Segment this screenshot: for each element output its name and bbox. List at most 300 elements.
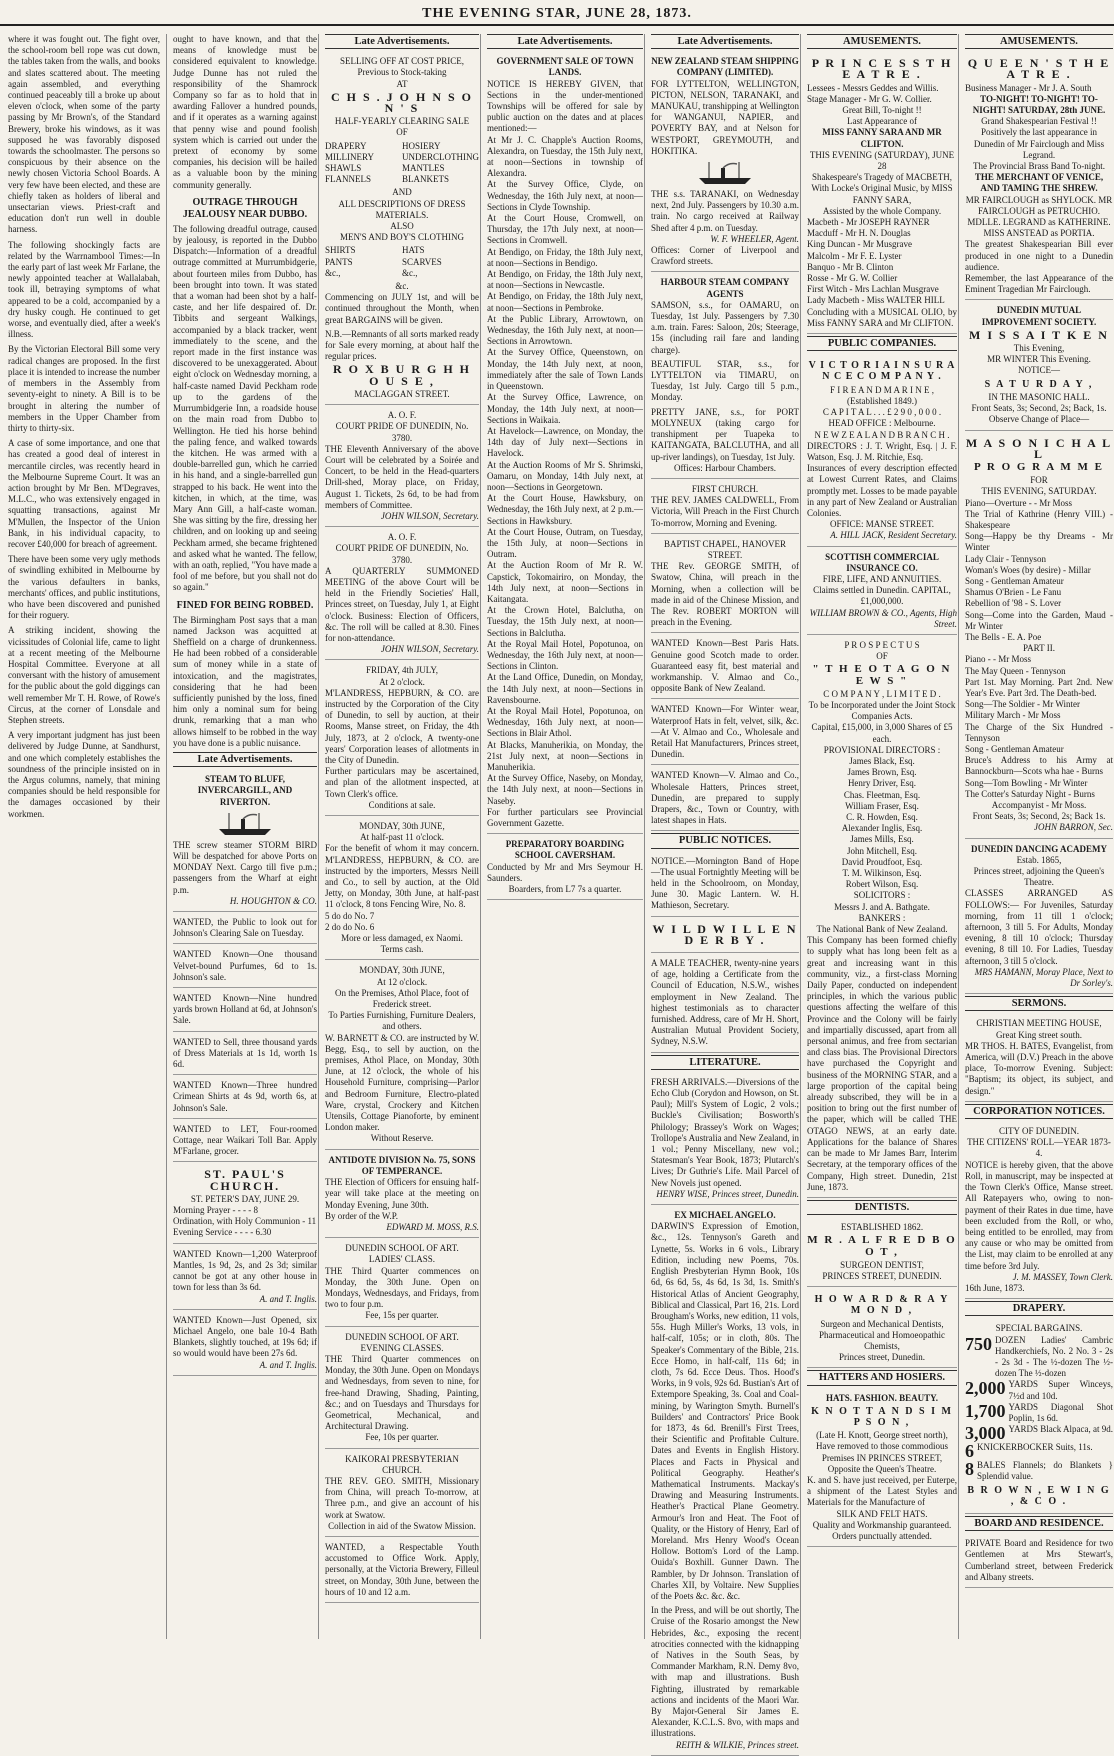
advert-text: NOTICE— [1018, 365, 1060, 376]
advert-body: WANTED, the Public to look out for Johnson's Clearing Sale on Tuesday. [173, 917, 317, 939]
bargain-row [965, 1442, 1113, 1460]
advert-subtitle: FIRE, LIFE, AND ANNUITIES. [822, 573, 942, 584]
column-2 [166, 34, 317, 1639]
advert-text: PROVISIONAL DIRECTORS : [823, 744, 941, 755]
sale-item: At the Royal Mail Hotel, Popotunoa, on Wednesday, the 16th July next, at noon—Sections in Clinton. [487, 638, 643, 672]
advert-subtitle: Previous to Stock-taking [357, 67, 447, 78]
programme-item: The Charge of the Six Hundred - Tennyson [965, 721, 1113, 743]
article-headline: FINED FOR BEING ROBBED. [176, 599, 314, 611]
advert-text: BANKERS : [858, 912, 906, 923]
programme-item: Piano—Overture - - Mr Moss [965, 497, 1072, 508]
advert-title: BAPTIST CHAPEL, HANOVER STREET. [663, 538, 787, 560]
advert-title: EX MICHAEL ANGELO. [674, 1210, 776, 1221]
advert-note: More or less damaged, ex Naomi. [341, 933, 463, 944]
column-6 [800, 34, 957, 1639]
advert-text: F I R E A N D M A R I N E , [829, 384, 934, 395]
advert-body: Remember, the last Appearance of the Eminent Tragedian Mr Fairclough. [965, 273, 1113, 295]
article-paragraph: ought to have known, and that the means of knowledge must be considered equivalent to knowledge. Judge Dunne has not ruled the responsibility of the Shamrock Company so far as to hold that in awarding Fallover a hundred pounds, and if it operates as a warning against that penny wise and pound foolish system which is carried out under the pretext of economy by some companies, his decision will be hailed as a valuable boon by the mining community generally. [173, 34, 317, 190]
column-1 [8, 34, 160, 1639]
director-name: James Mills, Esq. [850, 834, 914, 845]
goods-item: &c., [325, 267, 341, 278]
advert-wanted [651, 767, 799, 831]
public-notice [651, 853, 799, 917]
advert-wanted [325, 1539, 479, 1603]
advert-text: To be Incorporated under the Joint Stock Companies Acts. [808, 699, 956, 722]
advert-aof [325, 407, 479, 527]
advert-note: Collection in aid of the Swatow Mission. [328, 1520, 476, 1531]
programme-item: Part 1st. May Morning. Part 2nd. New Year's Eve. Part 3rd. The Death-bed. [965, 676, 1113, 698]
advert-school-of-art [325, 1240, 479, 1326]
advert-address: PRINCES STREET, DUNEDIN. [822, 1270, 942, 1281]
director-name: John Mitchell, Esq. [847, 845, 917, 856]
advert-body: The greatest Shakespearian Bill ever produced in one night to a Dunedin audience. [965, 239, 1113, 272]
programme-item: Song - Gentleman Amateur [965, 743, 1064, 754]
service-time: Evening Service - - - - 6.30 [173, 1227, 272, 1238]
advert-signature: W. F. WHEELER, Agent. [710, 233, 799, 244]
advert-text: S A T U R D A Y , [984, 378, 1094, 390]
advert-body: This Company has been formed chiefly to supply what has long been felt as a great and increasing want in this community, viz., a first-class Morning Daily Paper, conducted on independent principles, in which the various public questions affecting the welfare of this Province and the Colony will be fairly and impartially discussed, apart from all personal animus, and free from sectarian and class bias. The Provisional Directors have purchased the Copyright and business of the MORNING STAR, and a large proportion of the capital being already subscribed, they will be in a position to bring out the first number of the paper, which will be called THE OTAGO NEWS, at an early date. Applications for the balance of Shares can be made to Mr James Barr, Interim Secretary, at the temporary offices of the Company, High street. Dunedin, 21st June, 1873. [807, 935, 957, 1192]
section-heading: HATTERS AND HOSIERS. [807, 1370, 957, 1385]
advert-body: WANTED Known—Nine hundred yards brown Holland at 6d, at Johnson's Sale. [173, 993, 317, 1026]
advert-storm-bird [173, 771, 317, 912]
advert-note: Fee, 15s per quarter. [365, 1310, 439, 1321]
advert-text: OF [876, 651, 888, 662]
advert-title: NEW ZEALAND STEAM SHIPPING COMPANY (LIMITED). [651, 56, 799, 78]
sale-item: At the Survey Office, Clyde, on Wednesday, the 16th July next, at noon—Sections in Clyde Township. [487, 179, 643, 212]
masthead [0, 4, 1114, 26]
advert-first-church [651, 481, 799, 534]
advert-signature: JOHN BARRON, Sec. [1034, 822, 1113, 833]
advert-signature: HENRY WISE, Princes street, Dunedin. [656, 1188, 799, 1199]
sale-item: At the Royal Mail Hotel, Popotunoa, on Wednesday, 16th July next, at noon—Sections in Blair Athol. [487, 705, 643, 739]
advert-subtitle: Surgeon and Mechanical Dentists, [820, 1318, 944, 1329]
advert-text: TO-NIGHT! TO-NIGHT! TO-NIGHT! SATURDAY, 28th JUNE. [972, 93, 1106, 116]
advert-body: WANTED Known—V. Almao and Co., Wholesale Hatters, Princes street, Dunedin, are prepared to supply Drapers, &c., Town or Country, with latest shapes in Hats. [651, 770, 799, 826]
advert-body: THE screw steamer STORM BIRD Will be despatched for above Ports on MONDAY Next. Cargo till five p.m.; passengers from the Wharf at eight p.m. [173, 839, 317, 895]
advert-body: CLASSES ARRANGED AS FOLLOWS:— For Juveniles, Saturday morning, from 11 till 1 o'clock; afternoon, 3 till 5. For Adults, Monday evening, 8 till 10 o'clock; Thursday evening, 8 till 10. For Ladies, Tuesday afternoon, 3 till 5 o'clock. [965, 888, 1113, 966]
advert-body: THE Third Quarter commences on Monday, the 30th June. Open on Mondays and Wednesdays, from seven to nine, for free-hand Drawing, Shading, Painting, &c.; and on Tuesdays and Thursdays for Geometrical, Mechanical, and Architectural Drawing. [325, 1353, 479, 1432]
goods-item: BLANKETS [402, 174, 449, 185]
advert-text: On the Premises, Athol Place, foot of Frederick street. [335, 987, 469, 1010]
bargain-row [965, 1335, 1113, 1380]
sale-item: At Havelock—Lawrence, on Monday, the 14th day of July next—Sections in Havelock. [487, 425, 643, 459]
article-paragraph: The following shockingly facts are related by the Warrnambool Times:—In the early part of last week Mr Farlane, the newly appointed teacher at Wallalabah, took ill, betraying symptoms of what appeared to be a cold, accompanied by a dry husky cough. He continued to get worse, and eventually died, after a week's illness. [8, 239, 160, 340]
advert-body: PRIVATE Board and Residence for two Gentlemen at Mrs Stewart's, Cumberland street, between Frederick and Albany streets. [965, 1538, 1113, 1582]
advert-title: P R I N C E S S T H E A T R E . [811, 56, 953, 82]
advert-text: Accompanyist - Mr Moss. [991, 800, 1087, 810]
sale-item: At the Auction Room of Mr R. W. Capstick, Tokomairiro, on Monday, the 14th July next, at noon—Sections in Kaitangata. [487, 560, 643, 604]
advert-title: H O W A R D & R A Y M O N D , [814, 1294, 950, 1317]
advert-subtitle: SURGEON DENTIST, [840, 1259, 924, 1270]
advert-subtitle: COURT PRIDE OF DUNEDIN, No. 3780. [335, 543, 469, 565]
advert-board-residence [965, 1535, 1113, 1588]
advert-note: Conditions at sale. [368, 799, 436, 810]
advert-text: MATERIALS. [375, 209, 429, 220]
advert-mutual-improvement [965, 302, 1113, 430]
advert-auction [325, 818, 479, 960]
goods-grid [325, 141, 479, 186]
advert-body: For the benefit of whom it may concern. M'LANDRESS, HEPBURN, & CO. are instructed by the importers, Messrs Neill and Co., to sell by auction, at the Old Jetty, on Monday, 30th June, at half-past 11 o'clock, 8 tons Fencing Wire, No. 8. [325, 843, 479, 910]
advert-st-pauls [173, 1164, 317, 1243]
advert-masonic-hall [965, 433, 1113, 839]
advert-wanted [651, 635, 799, 699]
advert-text: SILK AND FELT HATS. [836, 1508, 928, 1519]
advert-body: THE s.s. TARANAKI, on Wednesday next, 2nd July. Passengers by 10.30 a.m. train. No cargo received at Railway Shed after 4 p.m. on Tuesday. [651, 189, 799, 233]
advert-text: HALF-YEARLY CLEARING SALE [334, 116, 470, 127]
advert-literature [651, 1074, 799, 1205]
advert-title: MONDAY, 30th JUNE, [359, 965, 445, 976]
sale-item: At the Court House, Hawksbury, on Wednesday, the 16th July next, at 2 p.m.—Sections in Hawksbury. [487, 493, 643, 526]
advert-title: MONDAY, 30th JUNE, [359, 821, 445, 831]
bargain-quantity: 750 [965, 1333, 992, 1354]
advert-special-bargains [965, 1320, 1113, 1514]
goods-item: SHAWLS [325, 163, 362, 174]
cast-row: Macduff - Mr H. N. Douglas [807, 228, 911, 239]
article-paragraph: By the Victorian Electoral Bill some very radical changes are proposed. In the first place it is intended to increase the number of members in the Assembly from seventy-eight to ninety. A Bill is to be brought in altering the number of members in the Upper Chamber from thirty to thirty-six. [8, 344, 160, 433]
advert-text: SOLICITORS : [853, 890, 911, 901]
advert-wanted [651, 701, 799, 765]
advert-name: R O X B U R G H H O U S E , [332, 362, 471, 388]
advert-wanted [173, 946, 317, 988]
advert-text: (Late H. Knott, George street north), [816, 1430, 948, 1441]
advert-title: STEAM TO BLUFF, INVERCARGILL, AND RIVERTON. [197, 774, 293, 807]
advert-text: PART II. [1023, 643, 1055, 654]
advert-text: MEN'S AND BOY'S CLOTHING [339, 232, 464, 243]
programme-item: Military March - Mr Moss [965, 710, 1061, 721]
advert-subtitle: THE CITIZENS' ROLL—YEAR 1873-4. [967, 1137, 1111, 1159]
advert-text: The National Bank of New Zealand. [816, 924, 948, 935]
article-paragraph: A striking incident, showing the vicissitudes of Colonial life, came to light at a recent meeting of the Melbourne Hospital Committee. Everyone at all conversant with the history of amusement for the public about the gold diggings can well remember Mr T. H. Rowe, of Rowe's Circus, at the corner of Lonsdale and Stephen streets. [8, 625, 160, 725]
advert-title: A. O. F. [387, 410, 417, 421]
section-heading: PUBLIC NOTICES. [651, 833, 799, 848]
advert-auction [325, 962, 479, 1149]
advert-title: DUNEDIN SCHOOL OF ART. [345, 1331, 459, 1342]
advert-text: THE MERCHANT OF VENICE, AND TAMING THE SHREW. [974, 172, 1104, 194]
advert-wanted [173, 1121, 317, 1163]
advert-title: DUNEDIN DANCING ACADEMY [970, 843, 1107, 854]
advert-address: Offices: Harbour Chambers. [673, 462, 777, 473]
cast-row: Banquo - Mr B. Clinton [807, 261, 894, 272]
goods-item: SCARVES [402, 256, 442, 267]
advert-body: In the Press, and will be out shortly, The Cruise of the Rosario amongst the New Hebrides, &c., exposing the recent atrocities connected with the kidnapping of Natives in the South Seas, by Commander Markham, R.N. Demy 8vo, with map and illustrations. Bush Fighting, illustrated by remarkable actions and incidents of the Maori War. By Major-General Sir James E. Alexander, K.C.L.S. 8vo, with maps and illustrations. [651, 1605, 799, 1739]
bargain-text: DOZEN Ladies' Cambric Handkerchiefs, No. 2 No. 3 - 2s - 2s 3d - The ½-dozen The ½-dozen The ½-dozen [995, 1334, 1113, 1379]
advert-text: ESTABLISHED 1862. [840, 1222, 924, 1233]
advert-title: W I L D W I L L E N D E R B Y . [652, 921, 798, 947]
advert-text: Positively the last appearance in Dunedin of Mr Fairclough and Miss Legrand. [973, 127, 1105, 160]
article-paragraph: where it was fought out. The fight over, the school-room bell rope was cut down, the tables taken from the walls, and books and slates scattered about. The meeting again assembled, and everything continued peaceably till a broke up about eleven o'clock, when some of the party passing by Mr Brown's, of the Standard Brewery, broke his windows, as it was supposed he was favorably disposed towards the schoolmaster. The persons so conspicuous by their absence on the newly chosen Victoria School Boards. A very few have been elected, and these are chiefly taken as holders of liberal and unsectarian views. Priest-craft and education don't run well in double harness. [8, 34, 160, 235]
advert-title: PREPARATORY BOARDING SCHOOL CAVERSHAM. [505, 839, 625, 861]
advert-wanted [173, 990, 317, 1032]
advert-text: Stage Manager - Mr G. W. Collier. [807, 93, 932, 104]
advert-name: C H S . J O H N S O N ' S [330, 89, 473, 116]
goods-item: UNDERCLOTHING [402, 151, 479, 162]
article-paragraph: The Birmingham Post says that a man named Jackson was acquitted at Sheffield on a charge of drunkenness. He had been robbed of a considerable sum of money while in a state of intoxication, and the magistrates, considering that he had been sufficiently punished by the loss, fined him only a nominal sum for being drunk, remarking that a man who allows himself to be robbed in the way you have done is a public nuisance. [173, 614, 317, 748]
advert-subtitle: At half-past 11 o'clock. [360, 832, 444, 843]
advert-title: ST. PAUL'S CHURCH. [204, 1167, 286, 1193]
advert-text: FOR [1030, 475, 1048, 486]
cast-row: Lady Macbeth - Miss WALTER HILL [807, 295, 945, 306]
advert-signature: REITH & WILKIE, Princes street. [675, 1739, 799, 1750]
advert-wanted [173, 914, 317, 944]
sale-item: At the Court House, Cromwell, on Thursday, the 17th July next, at noon—Sections in Cromwell. [487, 213, 643, 246]
advert-text: IN THE MASONIC HALL. [988, 391, 1090, 402]
advert-body: NOTICE.—Mornington Band of Hope—The usual Fortnightly Meeting will be held in the Schoolroom, on Monday, June 30. Magic Lantern. W. H. Mathieson, Secretary. [651, 855, 799, 911]
section-heading: AMUSEMENTS. [965, 34, 1113, 49]
advert-body: THE REV. GEO. SMITH, Missionary from China, will preach To-morrow, at Three p.m., and give an account of his work at Swatow. [325, 1475, 479, 1520]
advert-text: Messrs J. and A. Bathgate. [834, 901, 930, 912]
bargain-text: BALES Flannels; do Blankets } Splendid value. [977, 1460, 1113, 1482]
director-name: David Proudfoot, Esq. [841, 856, 923, 867]
advert-signature: JOHN WILSON, Secretary. [380, 644, 479, 655]
advert-howard-raymond [807, 1289, 957, 1368]
director-name: Henry Driver, Esq. [847, 778, 917, 789]
advert-signature: MRS HAMANN, Moray Place, Next to Dr Sorley's. [974, 966, 1113, 989]
advert-text: Shakespeare's Tragedy of MACBETH, [811, 172, 953, 183]
advert-text: MR WINTER This Evening. [987, 354, 1091, 365]
sale-item: At Bendigo, on Friday, the 18th July next, at noon—Sections in Pembroke. [487, 291, 643, 313]
advert-note: Fee, 10s per quarter. [365, 1432, 439, 1443]
advert-signature: H. HOUGHTON & CO. [229, 895, 317, 906]
bargain-quantity: 1,700 [965, 1400, 1006, 1421]
sale-item: At Blacks, Manuherikia, on Monday, the 21st July next, at noon—Sections in Manuherikia. [487, 739, 643, 772]
advert-text: Assisted by the whole Company. [822, 205, 942, 216]
advert-scottish-commercial [807, 549, 957, 635]
advert-title: CITY OF DUNEDIN. [999, 1126, 1079, 1137]
advert-body: FRESH ARRIVALS.—Diversions of the Echo Club (Corydon and Howson, on St. Paul); Mill's System of Logic, 2 vols.; Buckle's Civilisation; Bosworth's Philology; Brassey's Work on Wages; Trollope's Australia and New Zealand, in 1 vol.; Penny Miscellany, new vol.; Statesman's Year Book, 1873; Plutarch's Lives; Dr Guthrie's Life. Mail Parcel of New Novels just opened. [651, 1076, 799, 1188]
advert-government-sale [487, 53, 643, 834]
bargain-quantity: 3,000 [965, 1423, 1006, 1444]
section-heading: LITERATURE. [651, 1055, 799, 1070]
advert-title: K N O T T A N D S I M P S O N , [811, 1405, 953, 1428]
programme-item: Shamus O'Brien - Le Fanu [965, 587, 1062, 598]
advert-body: THE Eleventh Anniversary of the above Court will be celebrated by a Soirée and Concert, to be held in the Head-quarters Drill-shed, Moray place, on Friday, August 1. Tickets, 2s 6d, to be had from members of Committee. [325, 443, 479, 510]
advert-wanted [173, 1312, 317, 1376]
advert-kaikorai [325, 1451, 479, 1537]
advert-boot-dentist [807, 1219, 957, 1287]
advert-title: A. O. F. [387, 532, 417, 543]
programme-item: Song—Tom Bowling - Mr Winter [965, 777, 1088, 788]
advert-subtitle: EVENING CLASSES. [360, 1342, 444, 1353]
sale-item: At Mr J. C. Chapple's Auction Rooms, Alexandra, on Tuesday, the 15th July next, at noon—Sections in township of Alexandra. [487, 134, 643, 179]
section-heading: PUBLIC COMPANIES. [807, 336, 957, 351]
advert-text: DIRECTORS : J. T. Wright, Esq. | J. F. Watson, Esq. J. M. Ritchie, Esq. [807, 440, 957, 462]
cast-row: Malcolm - Mr F. E. Lyster [807, 250, 902, 261]
advert-title: FIRST CHURCH. [691, 483, 759, 494]
advert-title: ANTIDOTE DIVISION No. 75, SONS OF TEMPERANCE. [328, 1154, 476, 1176]
programme-item: Lady Clair - Tennyson [965, 553, 1046, 564]
advert-princess-theatre [807, 53, 957, 334]
advert-text: The Provincial Brass Band To-night. [973, 161, 1105, 172]
section-heading: Late Advertisements. [487, 34, 643, 49]
advert-text: MR FAIRCLOUGH as SHYLOCK. MR FAIRCLOUGH as PETRUCHIO. MDLLE. LEGRAND as KATHERINE. MISS ANSTEAD as PORTIA. [965, 194, 1113, 239]
advert-text: Observe Change of Place— [988, 414, 1090, 425]
advert-auction [325, 662, 479, 816]
director-name: C. R. Howden, Esq. [846, 812, 918, 822]
advert-michael-angelo [651, 1207, 799, 1756]
sale-list [487, 135, 643, 807]
programme-item: Rebellion of '98 - S. Lover [965, 598, 1062, 609]
advert-aof [325, 529, 479, 660]
advert-signature: J. M. MASSEY, Town Clerk. [1012, 1271, 1113, 1282]
advert-text: AT [396, 78, 408, 89]
advert-dancing-academy [965, 841, 1113, 995]
advert-title: V I C T O R I A I N S U R A N C E C O M P A N Y . [808, 360, 956, 383]
advert-note: Terms cash. [380, 944, 424, 955]
sale-item: At the Survey Office, Queenstown, on Monday, the 14th July next, at noon, immediately after the sale of Town Lands in Queenstown. [487, 347, 643, 392]
advert-title: HARBOUR STEAM COMPANY AGENTS [660, 277, 790, 299]
goods-item: MILLINERY [325, 151, 374, 162]
programme-item: The Cotter's Saturday Night - Burns [965, 788, 1095, 799]
advert-subtitle: ST. PETER'S DAY, JUNE 29. [190, 1193, 300, 1204]
director-name: Alexander Inglis, Esq. [841, 823, 923, 834]
advert-text: (Established 1849.) [847, 395, 917, 406]
advert-text: Capital, £15,000, in 3,000 Shares of £5 each. [811, 722, 953, 744]
advert-address: Offices: Corner of Liverpool and Crawford streets. [651, 245, 799, 267]
advert-subtitle: COURT PRIDE OF DUNEDIN, No. 3780. [335, 421, 469, 443]
advert-body: WANTED Known—One thousand Velvet-bound Purfumes, 6d to 1s. Johnson's sale. [173, 949, 317, 982]
advert-body: WANTED Known—Just Opened, six Michael Angelo, one bale 10-4 Bath Blankets, slightly touched, at 19s 6d; if so would would have been 27s 6d. [173, 1314, 317, 1359]
advert-row: 2 do do No. 6 [325, 921, 375, 932]
advert-text: Concluding with a MUSICAL OLIO, by Miss FANNY SARA and Mr CLIFTON. [807, 306, 957, 328]
advert-note: Without Reserve. [370, 1133, 434, 1144]
director-name: James Black, Esq. [849, 755, 915, 766]
article-paragraph: A very important judgment has just been delivered by Judge Dunne, at Sandhurst, and one which completely establishes the soundness of the principle insisted on in the Argus columns, namely, that mining companies should be held responsible for the damages occasioned by their workmen. [8, 730, 160, 819]
section-heading: DENTISTS. [807, 1200, 957, 1215]
bargain-quantity: 8 [965, 1459, 974, 1480]
advert-body: THE REV. JAMES CALDWELL, From Victoria, Will Preach in the First Church To-morrow, Morning and Evening. [651, 495, 799, 528]
advert-text: P R O S P E C T U S [844, 639, 920, 650]
programme-item: Song—Happy be thy Dreams - Mr Winter [965, 531, 1113, 553]
advert-address: MACLAGGAN STREET. [354, 388, 450, 399]
advert-signature: A. and T. Inglis. [259, 1359, 317, 1370]
advert-body: A QUARTERLY SUMMONED MEETING of the above Court will be held in the Friendly Societies' Hall, Princes street, on Tuesday, July 1, at Eight o'clock. Business: Election of Officers, &c. The roll will be called at 8.30. Fines for non-attendance. [325, 565, 479, 643]
bargain-text: YARDS Super Winceys, 7½d and 10d. [1008, 1379, 1113, 1401]
advert-address: Princes street, Dunedin. [839, 1352, 925, 1363]
advert-body: Commencing on JULY 1st, and will be continued throughout the Month, when great BARGAINS will be given. [325, 292, 479, 325]
section-heading: BOARD AND RESIDENCE. [965, 1516, 1113, 1531]
advert-text: This Evening, [1013, 343, 1065, 354]
advert-knott-simpson [807, 1390, 957, 1548]
advert-nz-steam [651, 53, 799, 272]
advert-body: WANTED to Sell, three thousand yards of Dress Materials at 1s 1d, worth 1s 6d. [173, 1036, 317, 1070]
advert-text: P R O G R A M M E [974, 460, 1104, 473]
advert-text: N E W Z E A L A N D B R A N C H . [814, 429, 950, 440]
advert-temperance [325, 1152, 479, 1238]
advert-body: A MALE TEACHER, twenty-nine years of age, holding a Certificate from the Council of Education, N.S.W., wishes employment in New Zealand. The highest testimonials as to character furnished. Address, care of Mr H. Short, Australian Mutual Provident Society, Sydney, N.S.W. [651, 958, 799, 1047]
bargain-quantity: 6 [965, 1441, 974, 1462]
advert-teacher [651, 955, 799, 1053]
advert-note: Boarders, from L7 7s a quarter. [508, 884, 622, 895]
goods-grid [325, 245, 479, 279]
advert-body: K. and S. have just received, per Euterpe, a shipment of the Latest Styles and Materials for the Manufacture of [807, 1474, 957, 1508]
section-heading: CORPORATION NOTICES. [965, 1104, 1113, 1119]
advert-text: With Locke's Original Music, by MISS FANNY SARA, [811, 183, 953, 205]
sale-item: At the Survey Office, Naseby, on Monday, the 14th July next, at noon—Sections in Naseby. [487, 773, 643, 806]
advert-subtitle: At 2 o'clock. [379, 676, 425, 687]
advert-text: C O M P A N Y , L I M I T E D . [823, 688, 941, 699]
section-heading: SERMONS. [965, 996, 1113, 1011]
director-name: Robert Wilson, Esq. [845, 879, 919, 890]
advert-signature: A. HILL JACK, Resident Secretary. [830, 530, 957, 541]
programme-item: Song—The Soldier - Mr Winter [965, 699, 1080, 710]
bargain-row [965, 1379, 1113, 1401]
advert-body: THE Rev. GEORGE SMITH, of Swatow, China, will preach in the Morning, when a collection will be made in aid of the Chinese Mission, and The Rev. ROBERT MORTON will preach in the Evening. [651, 561, 799, 628]
programme-item: Woman's Woes (by desire) - Millar [965, 564, 1091, 575]
goods-item: MANTLES [402, 163, 445, 174]
advert-city-roll [965, 1123, 1113, 1299]
advert-johnson-sale [325, 53, 479, 405]
advert-harbour-steam [651, 274, 799, 478]
goods-item: FLANNELS [325, 174, 372, 185]
advert-text: MISS FANNY SARA AND MR CLIFTON. [822, 127, 942, 149]
advert-body: Claims settled in Dunedin. CAPITAL, £1,000,000. [813, 585, 951, 607]
advert-body: N.B.—Remnants of all sorts marked ready for Sale every morning, at about half the regular prices. [325, 328, 479, 362]
advert-body: WANTED Known—Three hundred Crimean Shirts at 4s 9d, worth 6s, at Johnson's Sale. [173, 1080, 317, 1113]
advert-subtitle: Great King street south. [996, 1029, 1082, 1040]
advert-date: 16th June, 1873. [965, 1282, 1025, 1293]
advert-body: NOTICE is hereby given, that the above Roll, in manuscript, may be inspected at the Town Clerk's Office, Manse street. All Ratepayers who, owing to non-payment of their Rates in due time, have been excluded from the Roll, or who, being entitled to be enrolled, may from any cause or who may be omitted from the List, may claim to be enrolled at any time before 3rd July. [965, 1159, 1113, 1271]
advert-text: THIS EVENING (SATURDAY), JUNE 28 [809, 149, 955, 172]
service-time: Morning Prayer - - - - 8 [173, 1205, 258, 1216]
programme-item: The Trial of Kathrine (Henry VIII.) - Shakespeare [965, 508, 1113, 530]
advert-title: FRIDAY, 4th JULY, [366, 665, 438, 676]
director-name: James Brown, Esq. [847, 767, 917, 778]
advert-body: SAMSON, s.s., for OAMARU, on Tuesday, 1st July. Passengers by 7.30 a.m. train. Fares: Saloon, 20s; Steerage, 15s (including rail fare and landing charge). [651, 299, 799, 355]
advert-text: Lessees - Messrs Geddes and Willis. [807, 82, 939, 93]
service-time: Ordination, with Holy Communion - 11 [173, 1216, 317, 1227]
advert-text: Front Seats, 3s; Second, 2s; Back 1s. [972, 811, 1106, 822]
programme-item: Piano - - Mr Moss [965, 654, 1032, 665]
advert-subtitle: At 12 o'clock. [376, 976, 428, 987]
article-paragraph: There have been some very ugly methods of swindling exhibited in Melbourne by the various defaulters in banks, merchants' offices, and public institutions, who have been discovered and punished for their roguery. [8, 554, 160, 621]
advert-queens-theatre [965, 53, 1113, 300]
sale-item: At the Court House, Outram, on Tuesday, the 15th July, at noon—Sections in Outram. [487, 526, 643, 560]
advert-body: BEAUTIFUL STAR, s.s., for LYTTELTON via TIMARU, on Tuesday, 1st July. Cargo till 5 p.m., Monday. [651, 358, 799, 403]
advert-note: Further particulars may be ascertained, and plan of the allotment inspected, at Town Clerk's office. [325, 766, 479, 799]
advert-text: M I S S A I T K E N [969, 327, 1109, 342]
advert-text: ALL DESCRIPTIONS OF DRESS [338, 198, 466, 209]
bargain-text: YARDS Diagonal Shot Poplin, 1s 6d. [1008, 1401, 1113, 1423]
advert-otago-news [807, 637, 957, 1198]
goods-item: &c., [402, 267, 418, 278]
goods-item: SHIRTS [325, 245, 356, 256]
programme-item: Song - Gentleman Amateur [965, 575, 1064, 586]
advert-text: Grand Shakespearian Festival !! [981, 116, 1097, 127]
advert-body: THE Election of Officers for ensuing half-year will take place at the meeting on Monday Evening, June 30th. [325, 1177, 479, 1210]
advert-text: To Parties Furnishing, Furniture Dealers, and others. [328, 1010, 476, 1032]
sale-item: At the Auction Rooms of Mr S. Shrimski, Oamaru, on Monday, 14th July next, at noon—Sections in Georgetown. [487, 459, 643, 492]
advert-title: KAIKORAI PRESBYTERIAN CHURCH. [345, 1453, 459, 1475]
advert-row: 5 do do No. 7 [325, 910, 375, 921]
section-heading: AMUSEMENTS. [807, 34, 957, 49]
advert-body: PRETTY JANE, s.s., for PORT MOLYNEUX (taking cargo for transhipment per Tuapeka to KAITANGATA, BALCLUTHA, and all up-river landings), on Tuesday, 1st July. [651, 406, 799, 462]
advert-address: OFFICE: MANSE STREET. [829, 519, 935, 530]
goods-item: HOSIERY [402, 140, 441, 151]
advert-body: Insurances of every description effected at Lowest Current Rates, and Claims promptly met. Losses to be made payable in any part of New Zealand or Australian Colonies. [807, 463, 957, 518]
programme-item: The May Queen - Tennyson [965, 665, 1066, 676]
advert-text: THIS EVENING, SATURDAY. [981, 486, 1097, 497]
sale-item: At Bendigo, on Friday, the 18th July next, at noon—Sections in Newcastle. [487, 269, 643, 291]
newspaper-title: THE EVENING STAR, JUNE 28, 1873. [422, 6, 692, 21]
advert-title: M A S O N I C H A L L [965, 435, 1113, 461]
sale-item: At the Survey Office, Lawrence, on Monday, the 14th July next, at noon—Sections in Waikaia. [487, 392, 643, 425]
article-paragraph: The following dreadful outrage, caused by jealousy, is reported in the Dubbo Dispatch:—Information of a dreadful outrage committed at Murrumbidgerie, about fourteen miles from Dubbo, has been brought into town. It was stated that a woman had been shot by a half-caste, and her life despaired of. Dr. Tibbits and sergeant Walkings, accompanied by a black tracker, went immediately to the scene, and the report made in the first instance was discovered to be unexaggerated. About eight o'clock on Wednesday morning, a half-caste named David Peckham rode up to the gardens of the Murrumbidgerie Inn, a roadside house on the main road from Dubbo to Wellington. He tied his horse behind the paling fence, and walked towards the kitchen. He was armed with a double-barrelled gun, which he carried in his hand, and a single-barrelled gun strapped to his back. He went into the kitchen, in which, at the time, was Mary Ann Gill, a half-caste woman. She was sitting by the fire, dressing her children, and on looking up and seeing Peckham armed, she became frightened and asked what he wanted. The fellow, with an oath, replied, "You have made a fool of me before, but you shall not do so again." [173, 223, 317, 593]
column-5 [644, 34, 799, 1750]
advert-text: &c. [395, 281, 409, 292]
programme-item: Bruce's Address to his Army at Bannockburn—Scots wha hae - Burns [965, 755, 1113, 777]
advert-text: Great Bill, To-night !! [842, 105, 922, 116]
advert-body: DARWIN'S Expression of Emotion, &c., 12s. Tennyson's Gareth and Lynette, 5s. Works in 6 vols., Library Edition, including new Poems, 70s. English Presbyterian Hymn Book, 10s 6d, 6s 6d, 5s, 4s 6d, 1s 3d, 1s. Smith's Historical Atlas of Ancient Geography, Biblical and Classical, Part 16, 21s. Lord Brougham's Works, new edition, 11 vols, 55s. Hugh Miller's Works, 13 vols, in half-calf, 105s; or in cloth, 80s. The Speaker's Commentary of the Bible, 21s. Ecce Homo, in half-calf, 11s 6d; in cloth, 7s 6d. Ecce Deus. Thos. Hood's Works, in 9 vols, 92s 6d. Bustian's Art of Extempore Speaking, 3s. Coal and Coal-mining, by Warington Smyth. Burnell's Builders' and Contractors' Price Book for 1873, 4s 6d. Brenill's First Trees, their Scientific and Profitable Culture. Dates and Events in English History. Places and Facts in Physical and Political Geography. Heather's Mathematical Instruments. Mackay's Drawing and Measuring Instruments. Heather's Practical Plane Geometry. Armour's Iron and Heat. The Foot of Quality, or the History of Henry, Earl of Moreland. Mrs Henry Wood's Ocean Hollow. Bottom's Lord of the Lamp. Ouida's Boxhill. Gunner Dawn. The Rambler, by Dr Johnson. Translation of Charles XII, by Voltaire. New Supplies of the Poets &c. &c. &c. [651, 1221, 799, 1601]
